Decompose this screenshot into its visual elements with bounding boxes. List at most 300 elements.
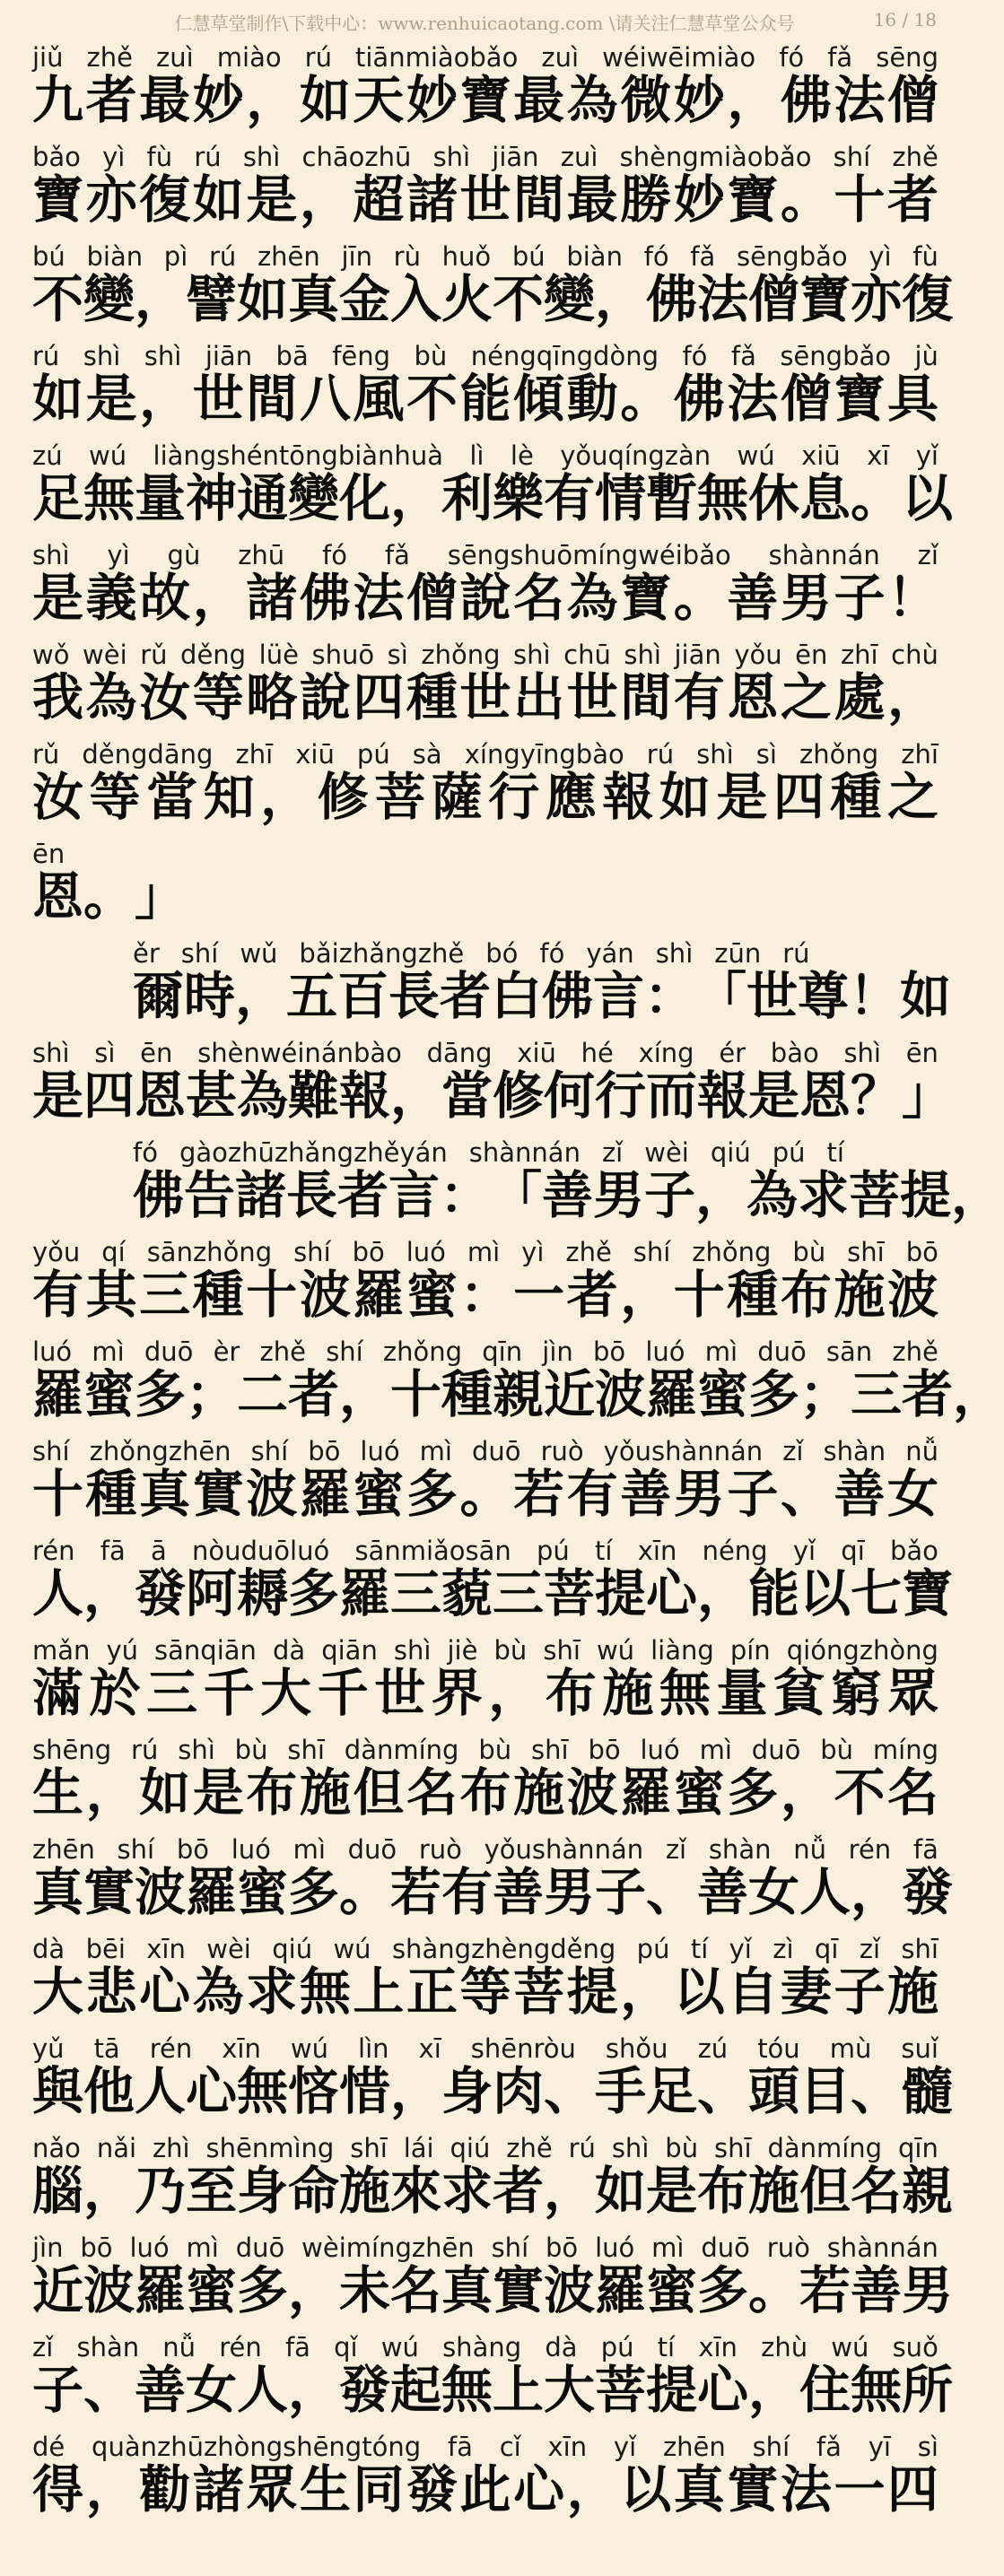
hanzi-char: 僧 xyxy=(748,270,799,329)
pinyin-syllable: biàn xyxy=(86,241,144,272)
hanzi-char: 者 xyxy=(440,967,491,1026)
hanzi-char: 復 xyxy=(902,270,953,329)
pinyin-syllable: fēng xyxy=(332,341,391,371)
hanzi-char: 無 xyxy=(237,2062,288,2121)
pinyin-syllable: zuì xyxy=(156,42,194,73)
hanzi-char: 故 xyxy=(139,569,191,628)
pinyin-syllable: shǒu xyxy=(605,2033,668,2064)
pinyin-syllable: qiú xyxy=(710,1137,751,1168)
pinyin-syllable: rú xyxy=(646,739,675,770)
hanzi-char: 三 xyxy=(493,1564,544,1623)
pinyin-syllable: shēnròu xyxy=(470,2033,576,2064)
pinyin-syllable: shī xyxy=(350,2133,388,2163)
hanzi-char: 多 xyxy=(406,1465,458,1524)
pinyin-syllable: ēn xyxy=(140,1038,173,1068)
pinyin-syllable: tiānmiàobǎo xyxy=(355,42,519,73)
hanzi-char: 譬 xyxy=(186,270,237,329)
hanzi-char: 施 xyxy=(299,1763,351,1823)
hanzi-char: 妙 xyxy=(673,170,725,230)
hanzi-char: 菩 xyxy=(595,2361,646,2420)
pinyin-syllable: nǎo xyxy=(32,2133,81,2163)
hanzi-char: 子 xyxy=(595,1863,646,1922)
hanzi-char: 等 xyxy=(89,768,141,827)
pinyin-syllable: sì xyxy=(755,739,777,770)
hanzi-char: 是 xyxy=(246,170,298,230)
pinyin-syllable: nǚ xyxy=(793,1834,826,1865)
pinyin-syllable: luó xyxy=(32,1336,73,1367)
hanzi-char: 具 xyxy=(887,370,939,429)
hanzi-char: 變 xyxy=(288,469,339,528)
hanzi-line xyxy=(32,669,939,727)
pinyin-syllable: shī xyxy=(543,1635,581,1666)
hanzi-char: 一 xyxy=(834,2460,886,2519)
text-line xyxy=(32,932,951,1031)
hanzi-char: 波 xyxy=(566,1763,618,1823)
hanzi-char: 如 xyxy=(32,370,83,429)
hanzi-char: ， xyxy=(246,71,298,130)
pinyin-syllable: shàn xyxy=(823,1436,886,1466)
hanzi-char: 三 xyxy=(146,1664,198,1723)
pinyin-syllable: lüè xyxy=(258,640,299,670)
pinyin-syllable: sān xyxy=(825,1336,873,1367)
pinyin-syllable: lì xyxy=(469,440,485,471)
hanzi-char: 施 xyxy=(834,1266,886,1325)
pinyin-line xyxy=(32,1037,939,1069)
pinyin-syllable: qiān xyxy=(321,1635,378,1666)
pinyin-syllable: qiú xyxy=(272,1934,313,1964)
text-line xyxy=(32,2425,939,2525)
pinyin-syllable: qí xyxy=(101,1237,126,1267)
pinyin-syllable: shì xyxy=(843,1038,881,1068)
hanzi-char: 寶 xyxy=(620,569,672,628)
hanzi-char: 施 xyxy=(748,2162,799,2221)
pinyin-syllable: bù xyxy=(792,1237,826,1267)
pinyin-syllable: fǎ xyxy=(730,341,756,371)
pinyin-syllable: dà xyxy=(272,1635,306,1666)
hanzi-char: 「 xyxy=(695,967,746,1026)
hanzi-char: 無 xyxy=(299,1962,351,2022)
hanzi-char: 種 xyxy=(406,668,458,727)
hanzi-char: 為 xyxy=(192,1962,244,2022)
pinyin-syllable: fó xyxy=(682,341,708,371)
pinyin-syllable: shēnmìng xyxy=(205,2133,335,2163)
pinyin-syllable: fā xyxy=(447,2432,473,2462)
pinyin-syllable: zú xyxy=(32,440,63,471)
hanzi-char: 十 xyxy=(32,1465,83,1524)
hanzi-char: 不 xyxy=(32,270,83,329)
hanzi-char: ， xyxy=(83,2162,135,2221)
hanzi-char: 是 xyxy=(32,1066,83,1126)
pinyin-syllable: mì xyxy=(292,1834,326,1865)
hanzi-char: 、 xyxy=(544,2062,595,2121)
hanzi-char: 告 xyxy=(184,1166,235,1225)
hanzi-char: 。 xyxy=(459,1465,511,1524)
hanzi-char: 波 xyxy=(887,1266,939,1325)
pinyin-syllable: mì xyxy=(467,1237,501,1267)
hanzi-char: 寶 xyxy=(834,370,886,429)
pinyin-syllable: fā xyxy=(100,1536,126,1566)
pinyin-line xyxy=(32,2032,939,2065)
hanzi-char: 名 xyxy=(851,2162,902,2221)
hanzi-char: ， xyxy=(951,1166,1002,1225)
text-line xyxy=(32,2226,953,2326)
pinyin-syllable: zhǒngzhēn xyxy=(89,1436,231,1466)
pinyin-syllable: mù xyxy=(829,2033,872,2064)
pinyin-syllable: liàngshéntōngbiànhuà xyxy=(153,440,443,471)
pinyin-syllable: jiǔ xyxy=(32,42,64,73)
pinyin-syllable: zhī xyxy=(235,739,274,770)
hanzi-char: 為 xyxy=(566,71,618,130)
hanzi-char: ， xyxy=(780,1763,832,1823)
hanzi-char: 蜜 xyxy=(673,1763,725,1823)
hanzi-char: 恩 xyxy=(799,1066,851,1126)
hanzi-char: 說 xyxy=(299,668,351,727)
pinyin-syllable: rú xyxy=(208,241,237,272)
hanzi-char: 羅 xyxy=(339,1564,390,1623)
hanzi-char: 八 xyxy=(299,370,351,429)
pinyin-line xyxy=(32,539,939,571)
hanzi-char: 若 xyxy=(799,2261,851,2320)
pinyin-syllable: qī xyxy=(814,1934,839,1964)
hanzi-line xyxy=(32,370,939,428)
pinyin-syllable: dé xyxy=(32,2432,65,2462)
hanzi-char: 世 xyxy=(192,370,244,429)
hanzi-char: 波 xyxy=(595,1365,646,1424)
pinyin-syllable: gù xyxy=(167,540,201,570)
hanzi-char: ， xyxy=(697,1564,748,1623)
hanzi-char: 以 xyxy=(673,1962,725,2022)
pinyin-syllable: sānzhǒng xyxy=(146,1237,273,1267)
scripture-text xyxy=(32,36,1004,2525)
hanzi-char: 施 xyxy=(339,2162,390,2221)
pinyin-line xyxy=(32,1634,939,1667)
hanzi-char: 生 xyxy=(299,2460,351,2519)
pinyin-line xyxy=(32,340,939,372)
hanzi-char: 三 xyxy=(851,1365,902,1424)
hanzi-char: 頭 xyxy=(748,2062,799,2121)
hanzi-char: 微 xyxy=(620,71,672,130)
hanzi-char: 但 xyxy=(799,2162,851,2221)
pinyin-syllable: chāozhū xyxy=(301,142,412,172)
hanzi-char: 藐 xyxy=(441,1564,493,1623)
hanzi-char: 人 xyxy=(32,1564,83,1623)
text-line xyxy=(32,1828,953,1928)
hanzi-char: 不 xyxy=(834,1763,886,1823)
pinyin-syllable: sēngbǎo xyxy=(780,341,891,371)
pinyin-syllable: pín xyxy=(729,1635,771,1666)
hanzi-char: 足 xyxy=(646,2062,697,2121)
pinyin-syllable: tí xyxy=(657,2332,676,2363)
pinyin-syllable: xīn xyxy=(637,1536,677,1566)
hanzi-line xyxy=(32,2062,953,2121)
pinyin-syllable: zūn xyxy=(714,938,762,969)
pinyin-syllable: shànnán xyxy=(826,2232,939,2263)
hanzi-char: 施 xyxy=(887,1962,939,2022)
pinyin-syllable: ěr xyxy=(133,938,160,969)
hanzi-char: ， xyxy=(544,2162,595,2221)
hanzi-char: 發 xyxy=(135,1564,186,1623)
hanzi-char: 四 xyxy=(773,768,825,827)
hanzi-char: 諸 xyxy=(406,170,458,230)
hanzi-char: ， xyxy=(135,270,186,329)
pinyin-syllable: sì xyxy=(387,640,408,670)
hanzi-char: 有 xyxy=(441,1863,493,1922)
hanzi-char: 樂 xyxy=(493,469,544,528)
text-line xyxy=(32,1629,939,1728)
pinyin-syllable: shàng xyxy=(442,2332,522,2363)
pinyin-syllable: jiān xyxy=(205,341,253,371)
hanzi-char: 寶 xyxy=(459,71,511,130)
hanzi-char: ， xyxy=(620,1962,672,2022)
pinyin-syllable: duō xyxy=(472,1436,521,1466)
pinyin-syllable: shèngmiàobǎo xyxy=(619,142,812,172)
pinyin-syllable: sēngbǎo xyxy=(736,241,848,272)
pinyin-syllable: wú xyxy=(333,1934,371,1964)
pinyin-syllable: bú xyxy=(511,241,546,272)
pinyin-syllable: duō xyxy=(144,1336,194,1367)
pinyin-syllable: yǔ xyxy=(32,2033,65,2064)
hanzi-char: 當 xyxy=(146,768,198,827)
pinyin-syllable: shí xyxy=(833,142,871,172)
pinyin-syllable: zhēn xyxy=(32,1834,95,1865)
hanzi-char: 女 xyxy=(186,2361,237,2420)
hanzi-char: 有 xyxy=(566,1465,618,1524)
hanzi-char: 羅 xyxy=(32,1365,83,1424)
pinyin-syllable: yǐ xyxy=(729,1934,752,1964)
hanzi-char: 若 xyxy=(513,1465,565,1524)
pinyin-syllable: xī xyxy=(867,440,890,471)
pinyin-syllable: zhǒng xyxy=(421,640,501,670)
hanzi-char: 白 xyxy=(491,967,542,1026)
hanzi-char: 風 xyxy=(353,370,405,429)
pinyin-syllable: mì xyxy=(186,2232,219,2263)
hanzi-char: 布 xyxy=(246,1763,298,1823)
pinyin-syllable: chū xyxy=(563,640,611,670)
text-line xyxy=(32,733,939,832)
hanzi-char: 男 xyxy=(780,569,832,628)
hanzi-char: 蜜 xyxy=(237,1863,288,1922)
hanzi-char: 四 xyxy=(353,668,405,727)
hanzi-char: 種 xyxy=(727,1266,779,1325)
hanzi-char: 種 xyxy=(830,768,882,827)
hanzi-char: ， xyxy=(235,967,286,1026)
pinyin-syllable: xíng xyxy=(638,1038,694,1068)
hanzi-line xyxy=(32,1863,953,1922)
hanzi-char: 蜜 xyxy=(646,2261,697,2320)
hanzi-char: 親 xyxy=(902,2162,953,2221)
hanzi-char: 若 xyxy=(390,1863,441,1922)
text-line xyxy=(32,1231,939,1330)
text-line xyxy=(32,1131,1002,1231)
pinyin-syllable: wèimíngzhēn xyxy=(301,2232,475,2263)
pinyin-syllable: bēi xyxy=(85,1934,126,1964)
pinyin-line xyxy=(32,1435,939,1467)
hanzi-char: 情 xyxy=(595,469,646,528)
pinyin-syllable: bǎizhǎngzhě xyxy=(299,938,465,969)
pinyin-syllable: shì xyxy=(655,938,694,969)
pinyin-syllable: duō xyxy=(347,1834,397,1865)
hanzi-char: 義 xyxy=(85,569,137,628)
hanzi-char: 我 xyxy=(32,668,83,727)
hanzi-char: 。 xyxy=(780,170,832,230)
hanzi-char: 法 xyxy=(727,370,779,429)
hanzi-char: 如 xyxy=(139,1763,191,1823)
pinyin-syllable: shì xyxy=(393,1635,432,1666)
pinyin-syllable: qióngzhòng xyxy=(786,1635,939,1666)
pinyin-syllable: yǒuqíngzàn xyxy=(560,440,712,471)
hanzi-char: 布 xyxy=(780,1266,832,1325)
hanzi-char: 等 xyxy=(192,668,244,727)
hanzi-char: 髓 xyxy=(902,2062,953,2121)
pinyin-syllable: shì xyxy=(178,1735,215,1765)
pinyin-syllable: mì xyxy=(704,1336,738,1367)
pinyin-syllable: zhě xyxy=(259,1336,306,1367)
text-line xyxy=(32,434,953,534)
hanzi-line xyxy=(32,2261,953,2320)
hanzi-char: 修 xyxy=(317,768,369,827)
hanzi-char: 男 xyxy=(544,1863,595,1922)
hanzi-char: 暫 xyxy=(646,469,697,528)
pinyin-syllable: shī xyxy=(287,1735,325,1765)
hanzi-char: ， xyxy=(192,569,244,628)
hanzi-char: 尊 xyxy=(798,967,849,1026)
hanzi-char: 變 xyxy=(83,270,135,329)
hanzi-char: 七 xyxy=(851,1564,902,1623)
hanzi-char: 無 xyxy=(851,2361,902,2420)
pinyin-syllable: yǐ xyxy=(915,440,939,471)
pinyin-syllable: shànnán xyxy=(468,1137,581,1168)
text-line xyxy=(32,832,939,932)
hanzi-char: 羅 xyxy=(299,1465,351,1524)
hanzi-char: 生 xyxy=(32,1763,83,1823)
hanzi-char: 男 xyxy=(902,2261,953,2320)
pinyin-syllable: jù xyxy=(914,341,939,371)
hanzi-char: 近 xyxy=(32,2261,83,2320)
hanzi-char: 者 xyxy=(887,170,939,230)
hanzi-char: 十 xyxy=(834,170,886,230)
pinyin-syllable: nǚ xyxy=(905,1436,939,1466)
hanzi-char: 同 xyxy=(353,2460,405,2519)
hanzi-char: 貧 xyxy=(773,1664,825,1723)
hanzi-char: 正 xyxy=(406,1962,458,2022)
pinyin-syllable: wú xyxy=(380,2332,419,2363)
hanzi-char: 菩 xyxy=(544,1564,595,1623)
pinyin-syllable: mì xyxy=(651,2232,685,2263)
pinyin-line xyxy=(32,141,939,173)
hanzi-char: 界 xyxy=(431,1664,483,1723)
hanzi-char: 處 xyxy=(834,668,886,727)
hanzi-char: 百 xyxy=(337,967,389,1026)
hanzi-char: 波 xyxy=(544,2261,595,2320)
pinyin-syllable: shì xyxy=(83,341,121,371)
hanzi-char: 命 xyxy=(288,2162,339,2221)
pinyin-syllable: sānmiǎosān xyxy=(354,1536,511,1566)
pinyin-syllable: bào xyxy=(770,1038,819,1068)
hanzi-char: 傾 xyxy=(513,370,565,429)
hanzi-char: 法 xyxy=(697,270,748,329)
hanzi-char: 如 xyxy=(659,768,711,827)
pinyin-syllable: wǔ xyxy=(240,938,278,969)
pinyin-syllable: shī xyxy=(531,1735,569,1765)
pinyin-syllable: zǐ xyxy=(859,1934,881,1964)
hanzi-char: 能 xyxy=(748,1564,799,1623)
hanzi-char: 恩 xyxy=(32,867,83,927)
hanzi-line xyxy=(32,1564,953,1623)
hanzi-char: 名 xyxy=(390,2261,441,2320)
pinyin-syllable: sì xyxy=(94,1038,116,1068)
pinyin-syllable: shí xyxy=(633,1237,671,1267)
hanzi-char: ， xyxy=(299,170,351,230)
pinyin-syllable: xīn xyxy=(547,2432,588,2462)
hanzi-char: 何 xyxy=(544,1066,595,1126)
pinyin-syllable: shēng xyxy=(32,1735,112,1765)
hanzi-char: 、 xyxy=(83,2361,135,2420)
hanzi-char: 親 xyxy=(493,1365,544,1424)
hanzi-char: 無 xyxy=(83,469,135,528)
hanzi-char: 有 xyxy=(673,668,725,727)
hanzi-char: 者 xyxy=(566,1266,618,1325)
hanzi-char: 僧 xyxy=(780,370,832,429)
hanzi-char: 薩 xyxy=(431,768,483,827)
pinyin-syllable: zuì xyxy=(541,42,580,73)
hanzi-line xyxy=(32,270,953,329)
hanzi-char: 是 xyxy=(192,1763,244,1823)
hanzi-char: 行 xyxy=(488,768,540,827)
hanzi-char: ： xyxy=(440,1166,491,1225)
hanzi-char: 子 xyxy=(834,569,886,628)
hanzi-char: 布 xyxy=(459,1763,511,1823)
hanzi-char: ， xyxy=(390,1066,441,1126)
pinyin-syllable: shènwéinánbào xyxy=(197,1038,402,1068)
hanzi-char: 女 xyxy=(748,1863,799,1922)
hanzi-char: 復 xyxy=(139,170,191,230)
hanzi-char: ， xyxy=(695,1166,746,1225)
hanzi-char: 。 xyxy=(620,370,672,429)
hanzi-char: 此 xyxy=(459,2460,511,2519)
pinyin-line xyxy=(32,1734,939,1766)
hanzi-char: 羅 xyxy=(646,1365,697,1424)
pinyin-syllable: shí xyxy=(180,938,219,969)
pinyin-line xyxy=(32,439,939,472)
hanzi-char: 施 xyxy=(513,1763,565,1823)
hanzi-char: 休 xyxy=(748,469,799,528)
hanzi-char: 最 xyxy=(566,170,618,230)
pinyin-syllable: luó xyxy=(231,1834,271,1865)
pinyin-syllable: shì xyxy=(144,341,182,371)
text-line xyxy=(32,36,939,135)
hanzi-char: 有 xyxy=(544,469,595,528)
pinyin-syllable: shí xyxy=(117,1834,155,1865)
hanzi-char: 實 xyxy=(493,2261,544,2320)
hanzi-char: 目 xyxy=(799,2062,851,2121)
hanzi-char: 羅 xyxy=(353,1266,405,1325)
hanzi-char: 真 xyxy=(32,1863,83,1922)
hanzi-char: 報 xyxy=(697,1066,748,1126)
hanzi-char: 、 xyxy=(646,1863,697,1922)
hanzi-char: 量 xyxy=(716,1664,768,1723)
pinyin-syllable: shí xyxy=(32,1436,70,1466)
pinyin-syllable: rú xyxy=(32,341,60,371)
pinyin-syllable: zì xyxy=(773,1934,794,1964)
hanzi-char: ； xyxy=(799,1365,851,1424)
pinyin-line xyxy=(32,2431,939,2463)
text-line xyxy=(32,534,939,633)
hanzi-line xyxy=(32,72,939,129)
hanzi-char: ， xyxy=(887,668,939,727)
pinyin-syllable: bō xyxy=(905,1237,939,1267)
pinyin-line xyxy=(133,1136,939,1169)
hanzi-char: ， xyxy=(488,1664,540,1723)
